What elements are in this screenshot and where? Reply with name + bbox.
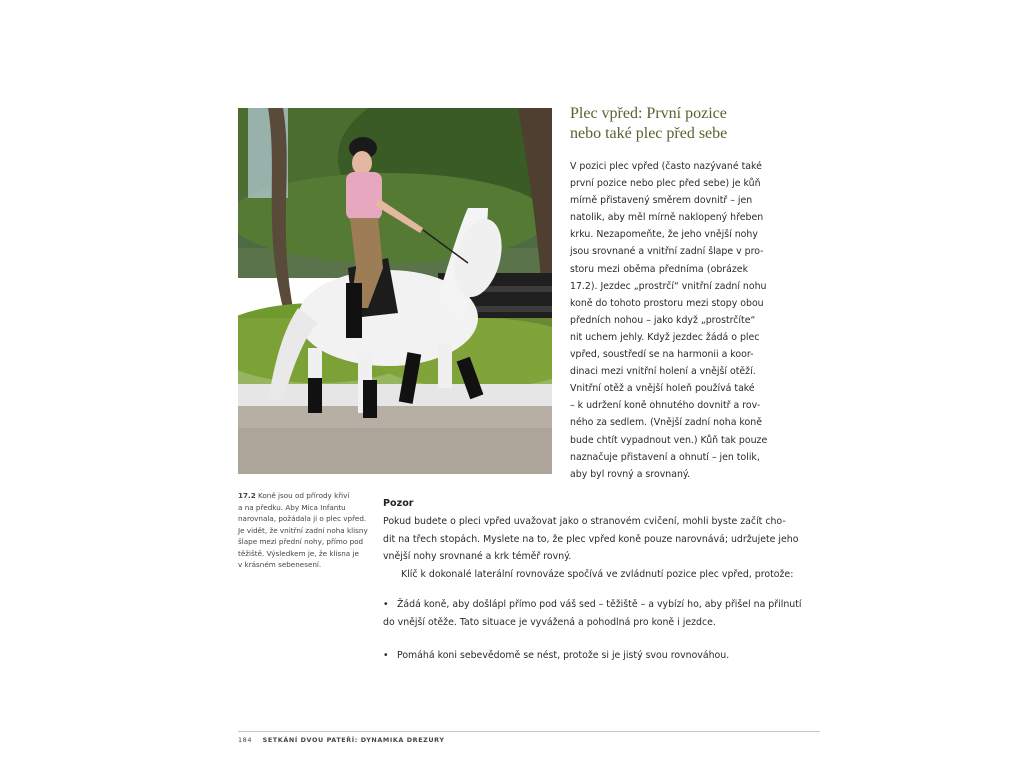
text-line: vpřed, soustředí se na harmonii a koor- <box>570 349 754 361</box>
text-line: – k udržení koně ohnutého dovnitř a rov- <box>570 400 761 412</box>
text-line: ného za sedlem. (Vnější zadní noha koně <box>570 417 762 429</box>
text-line: bude chtít vypadnout ven.) Kůň tak pouze <box>570 434 768 446</box>
page-number: 184 <box>238 736 252 744</box>
running-title: SETKÁNÍ DVOU PATEŘÍ: DYNAMIKA DREZURY <box>262 736 445 744</box>
caption-line <box>238 490 373 502</box>
text-line: storu mezi oběma předníma (obrázek <box>570 263 748 275</box>
section-heading-line-2: nebo také plec před sebe <box>570 125 728 142</box>
bullet-item <box>383 647 749 665</box>
pozor-body <box>383 513 799 583</box>
bullet-text: Pomáhá koni sebevědomě se nést, protože si je jistý svou rovnováhou. <box>397 650 730 661</box>
section-heading <box>570 104 770 144</box>
text-line: předních nohou – jako když „prostrčíte“ <box>570 314 756 326</box>
text-line: koně do tohoto prostoru mezi stopy obou <box>570 297 764 309</box>
caption-line: v krásném sebenesení. <box>238 560 322 569</box>
page-footer <box>238 736 445 744</box>
section-heading-line-1: Plec vpřed: První pozice <box>570 105 727 122</box>
bullet-text: do vnější otěže. Tato situace je vyvážená a pohodlná pro koně i jezdce. <box>383 617 716 628</box>
bullet-symbol: • <box>383 599 389 610</box>
text-line: mírně přistavený směrem dovnitř – jen <box>570 195 753 207</box>
footer-rule <box>238 731 820 732</box>
text-line: Vnitřní otěž a vnější holeň používá také <box>570 383 755 395</box>
caption-line: šlape mezi přední nohy, přímo pod <box>238 537 364 546</box>
figure-photo-horse-rider <box>238 108 552 474</box>
text-line: Klíč k dokonalé laterální rovnováze spočívá ve zvládnutí pozice plec vpřed, protože: <box>401 568 794 580</box>
text-line: první pozice nebo plec před sebe) je kůň <box>570 178 761 190</box>
text-line: 17.2). Jezdec „prostrčí“ vnitřní zadní nohu <box>570 280 767 292</box>
text-line: krku. Nezapomeňte, že jeho vnější nohy <box>570 229 758 241</box>
text-line: dinaci mezi vnitřní holení a vnější otěží. <box>570 366 756 378</box>
caption-line: narovnala, požádala ji o plec vpřed. <box>238 514 367 523</box>
caption-line: těžiště. Výsledkem je, že klisna je <box>238 548 359 558</box>
text-line: natolik, aby měl mírně naklopený hřeben <box>570 212 764 224</box>
caption-line: Je vidět, že vnitřní zadní noha klisny <box>238 525 368 535</box>
text-line: naznačuje přistavení a ohnutí – jen tolik, <box>570 451 760 463</box>
caption-line: a na předku. Aby Mica Infantu <box>238 502 346 512</box>
text-line: aby byl rovný a srovnaný. <box>570 468 691 480</box>
text-line: Pokud budete o pleci vpřed uvažovat jako o stranovém cvičení, mohli byste začít cho- <box>383 516 786 527</box>
bullet-item <box>383 596 802 632</box>
right-column-text <box>570 158 768 483</box>
text-line: vnější nohy srovnané a krk téměř rovný. <box>383 551 572 563</box>
figure-caption <box>238 490 373 571</box>
bullet-symbol: • <box>383 650 389 661</box>
caption-text: Koně jsou od přírody křiví <box>255 491 350 500</box>
text-line: nit uchem jehly. Když jezdec žádá o plec <box>570 331 760 343</box>
pozor-title: Pozor <box>383 498 414 509</box>
text-line: dit na třech stopách. Myslete na to, že plec vpřed koně pouze narovnává; udržujete jeho <box>383 533 799 545</box>
text-line: jsou srovnané a vnitřní zadní šlape v pro- <box>570 246 764 258</box>
figure-number: 17.2 <box>238 491 256 500</box>
text-line: V pozici plec vpřed (často nazývané také <box>570 161 762 172</box>
bullet-text: Žádá koně, aby došlápl přímo pod váš sed – těžiště – a vybízí ho, aby přišel na přilnutí <box>397 599 802 610</box>
